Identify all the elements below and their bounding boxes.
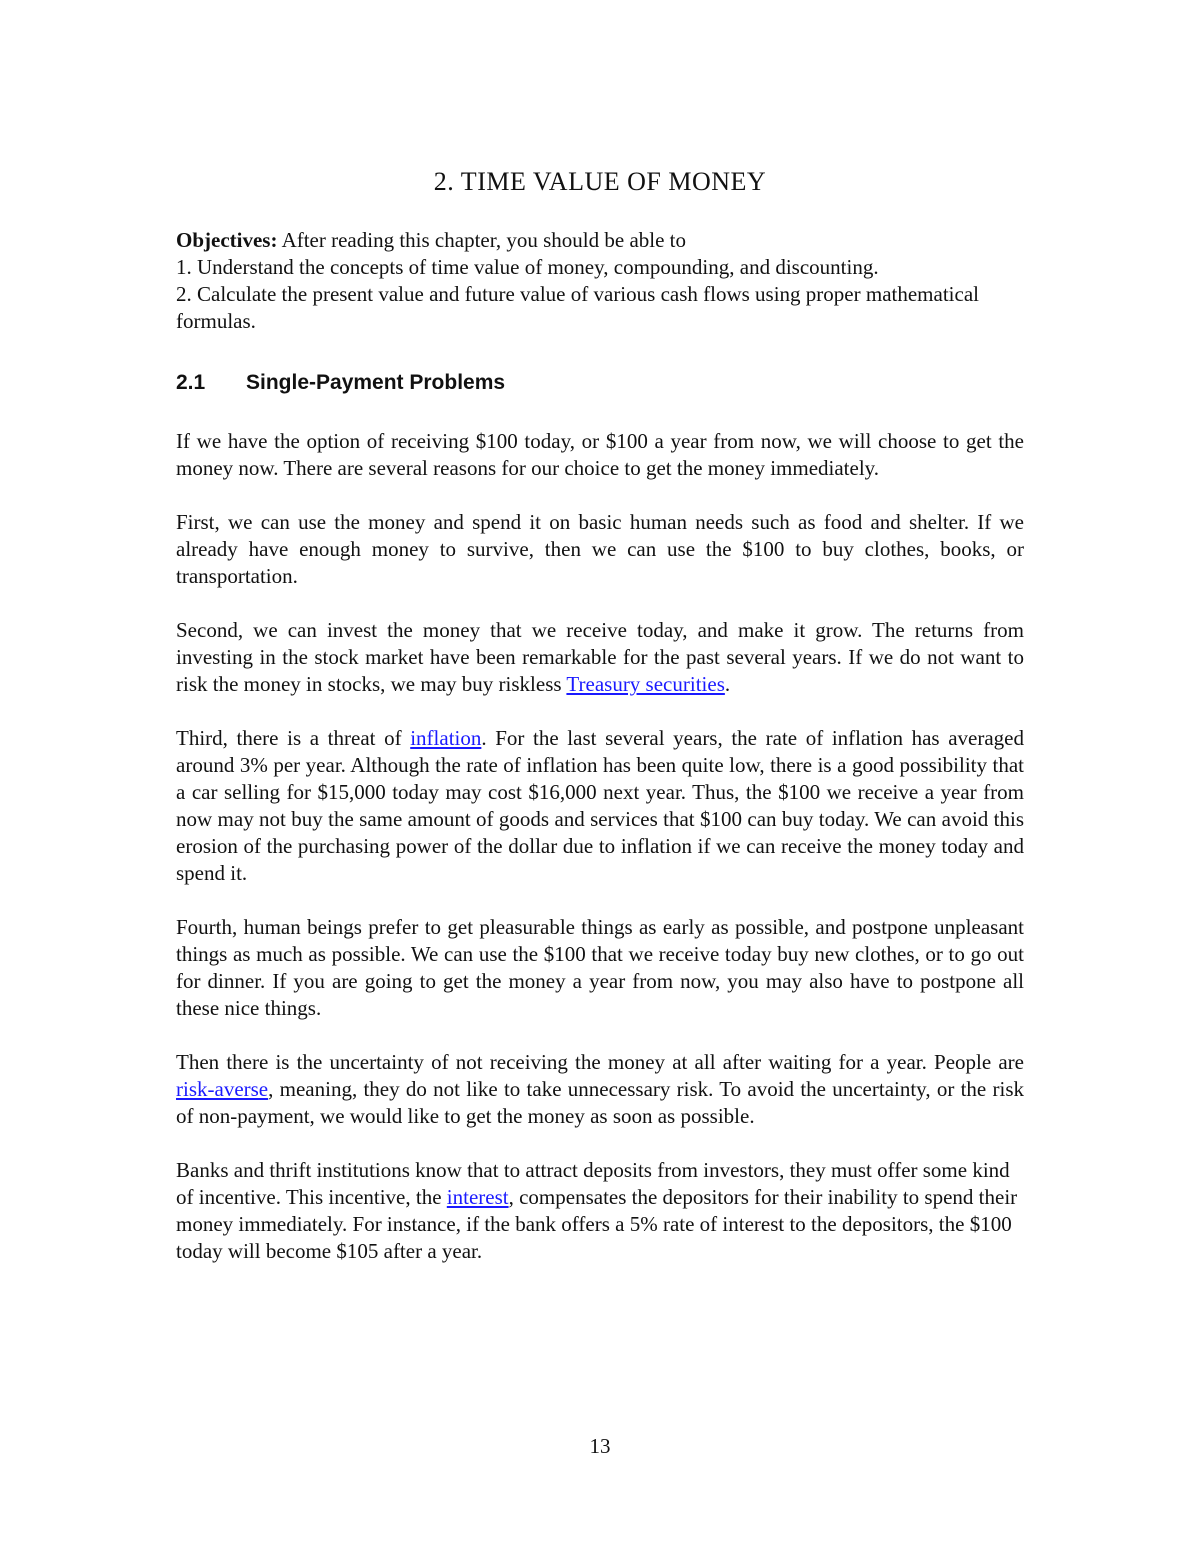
section-heading bbox=[176, 369, 1024, 396]
paragraph-3-text: Second, we can invest the money that we receive today, and make it grow. The returns from investing in the stock market have been remarkable for the past several years. If we do not want to risk the money in stocks, we may buy riskless bbox=[176, 618, 1024, 696]
treasury-securities-link[interactable]: Treasury securities bbox=[566, 672, 725, 696]
paragraph-7-text: Banks and thrift institutions know that to attract deposits from investors, they must offer some kind of incentive. This incentive, the bbox=[176, 1158, 1010, 1209]
section-title: Single-Payment Problems bbox=[246, 371, 506, 394]
inflation-link[interactable]: inflation bbox=[410, 726, 482, 750]
paragraph-3-end: . bbox=[724, 672, 731, 696]
paragraph-4 bbox=[176, 725, 1024, 887]
objective-item: 2. Calculate the present value and future value of various cash flows using proper mathematical formulas. bbox=[176, 282, 979, 333]
paragraph-1: If we have the option of receiving $100 today, or $100 a year from now, we will choose to get the money now. There are several reasons for our choice to get the money immediately. bbox=[176, 429, 1024, 480]
objectives-label: Objectives: bbox=[176, 228, 278, 252]
paragraph-3 bbox=[176, 617, 1024, 698]
paragraph-6-text: Then there is the uncertainty of not receiving the money at all after waiting for a year. People are bbox=[176, 1050, 1024, 1074]
paragraph-7 bbox=[176, 1157, 1024, 1265]
section-number: 2.1 bbox=[176, 371, 206, 394]
paragraph-7-end: , compensates the depositors for their inability to spend their money immediately. For instance, if the bank offers a 5% rate of interest to the depositors, the $100 today will become $105 after a year. bbox=[176, 1185, 1018, 1263]
paragraph-5: Fourth, human beings prefer to get pleasurable things as early as possible, and postpone unpleasant things as much as possible. We can use the $100 that we receive today buy new clothes, or to go out for dinner. If you are going to get the money a year from now, you may also have to postpone all these nice things. bbox=[176, 915, 1024, 1020]
paragraph-4-text: Third, there is a threat of bbox=[176, 726, 411, 750]
paragraph-6 bbox=[176, 1049, 1024, 1130]
objectives-intro-text: After reading this chapter, you should be able to bbox=[281, 228, 687, 252]
page-number: 13 bbox=[589, 1434, 611, 1458]
objectives-intro bbox=[176, 227, 1024, 254]
objective-item: 1. Understand the concepts of time value of money, compounding, and discounting. bbox=[176, 255, 879, 279]
paragraph-6-end: , meaning, they do not like to take unnecessary risk. To avoid the uncertainty, or the risk of non-payment, we would like to get the money as soon as possible. bbox=[176, 1077, 1024, 1128]
interest-link[interactable]: interest bbox=[446, 1185, 509, 1209]
paragraph-4-end: . For the last several years, the rate of inflation has averaged around 3% per year. Although the rate of inflation has been quite low, there is a good possibility that a car selling for $15,000 today may cost $16,000 next year. Thus, the $100 we receive a year from now may not buy the same amount of goods and services that $100 can buy today. We can avoid this erosion of the purchasing power of the dollar due to inflation if we can receive the money today and spend it. bbox=[176, 726, 1024, 885]
objectives-block bbox=[176, 227, 1024, 335]
chapter-title: 2. TIME VALUE OF MONEY bbox=[433, 167, 767, 196]
page-content bbox=[176, 160, 1024, 1292]
paragraph-2: First, we can use the money and spend it on basic human needs such as food and shelter. If we already have enough money to survive, then we can use the $100 to buy clothes, books, or transportation. bbox=[176, 510, 1024, 588]
risk-averse-link[interactable]: risk-averse bbox=[176, 1077, 269, 1101]
